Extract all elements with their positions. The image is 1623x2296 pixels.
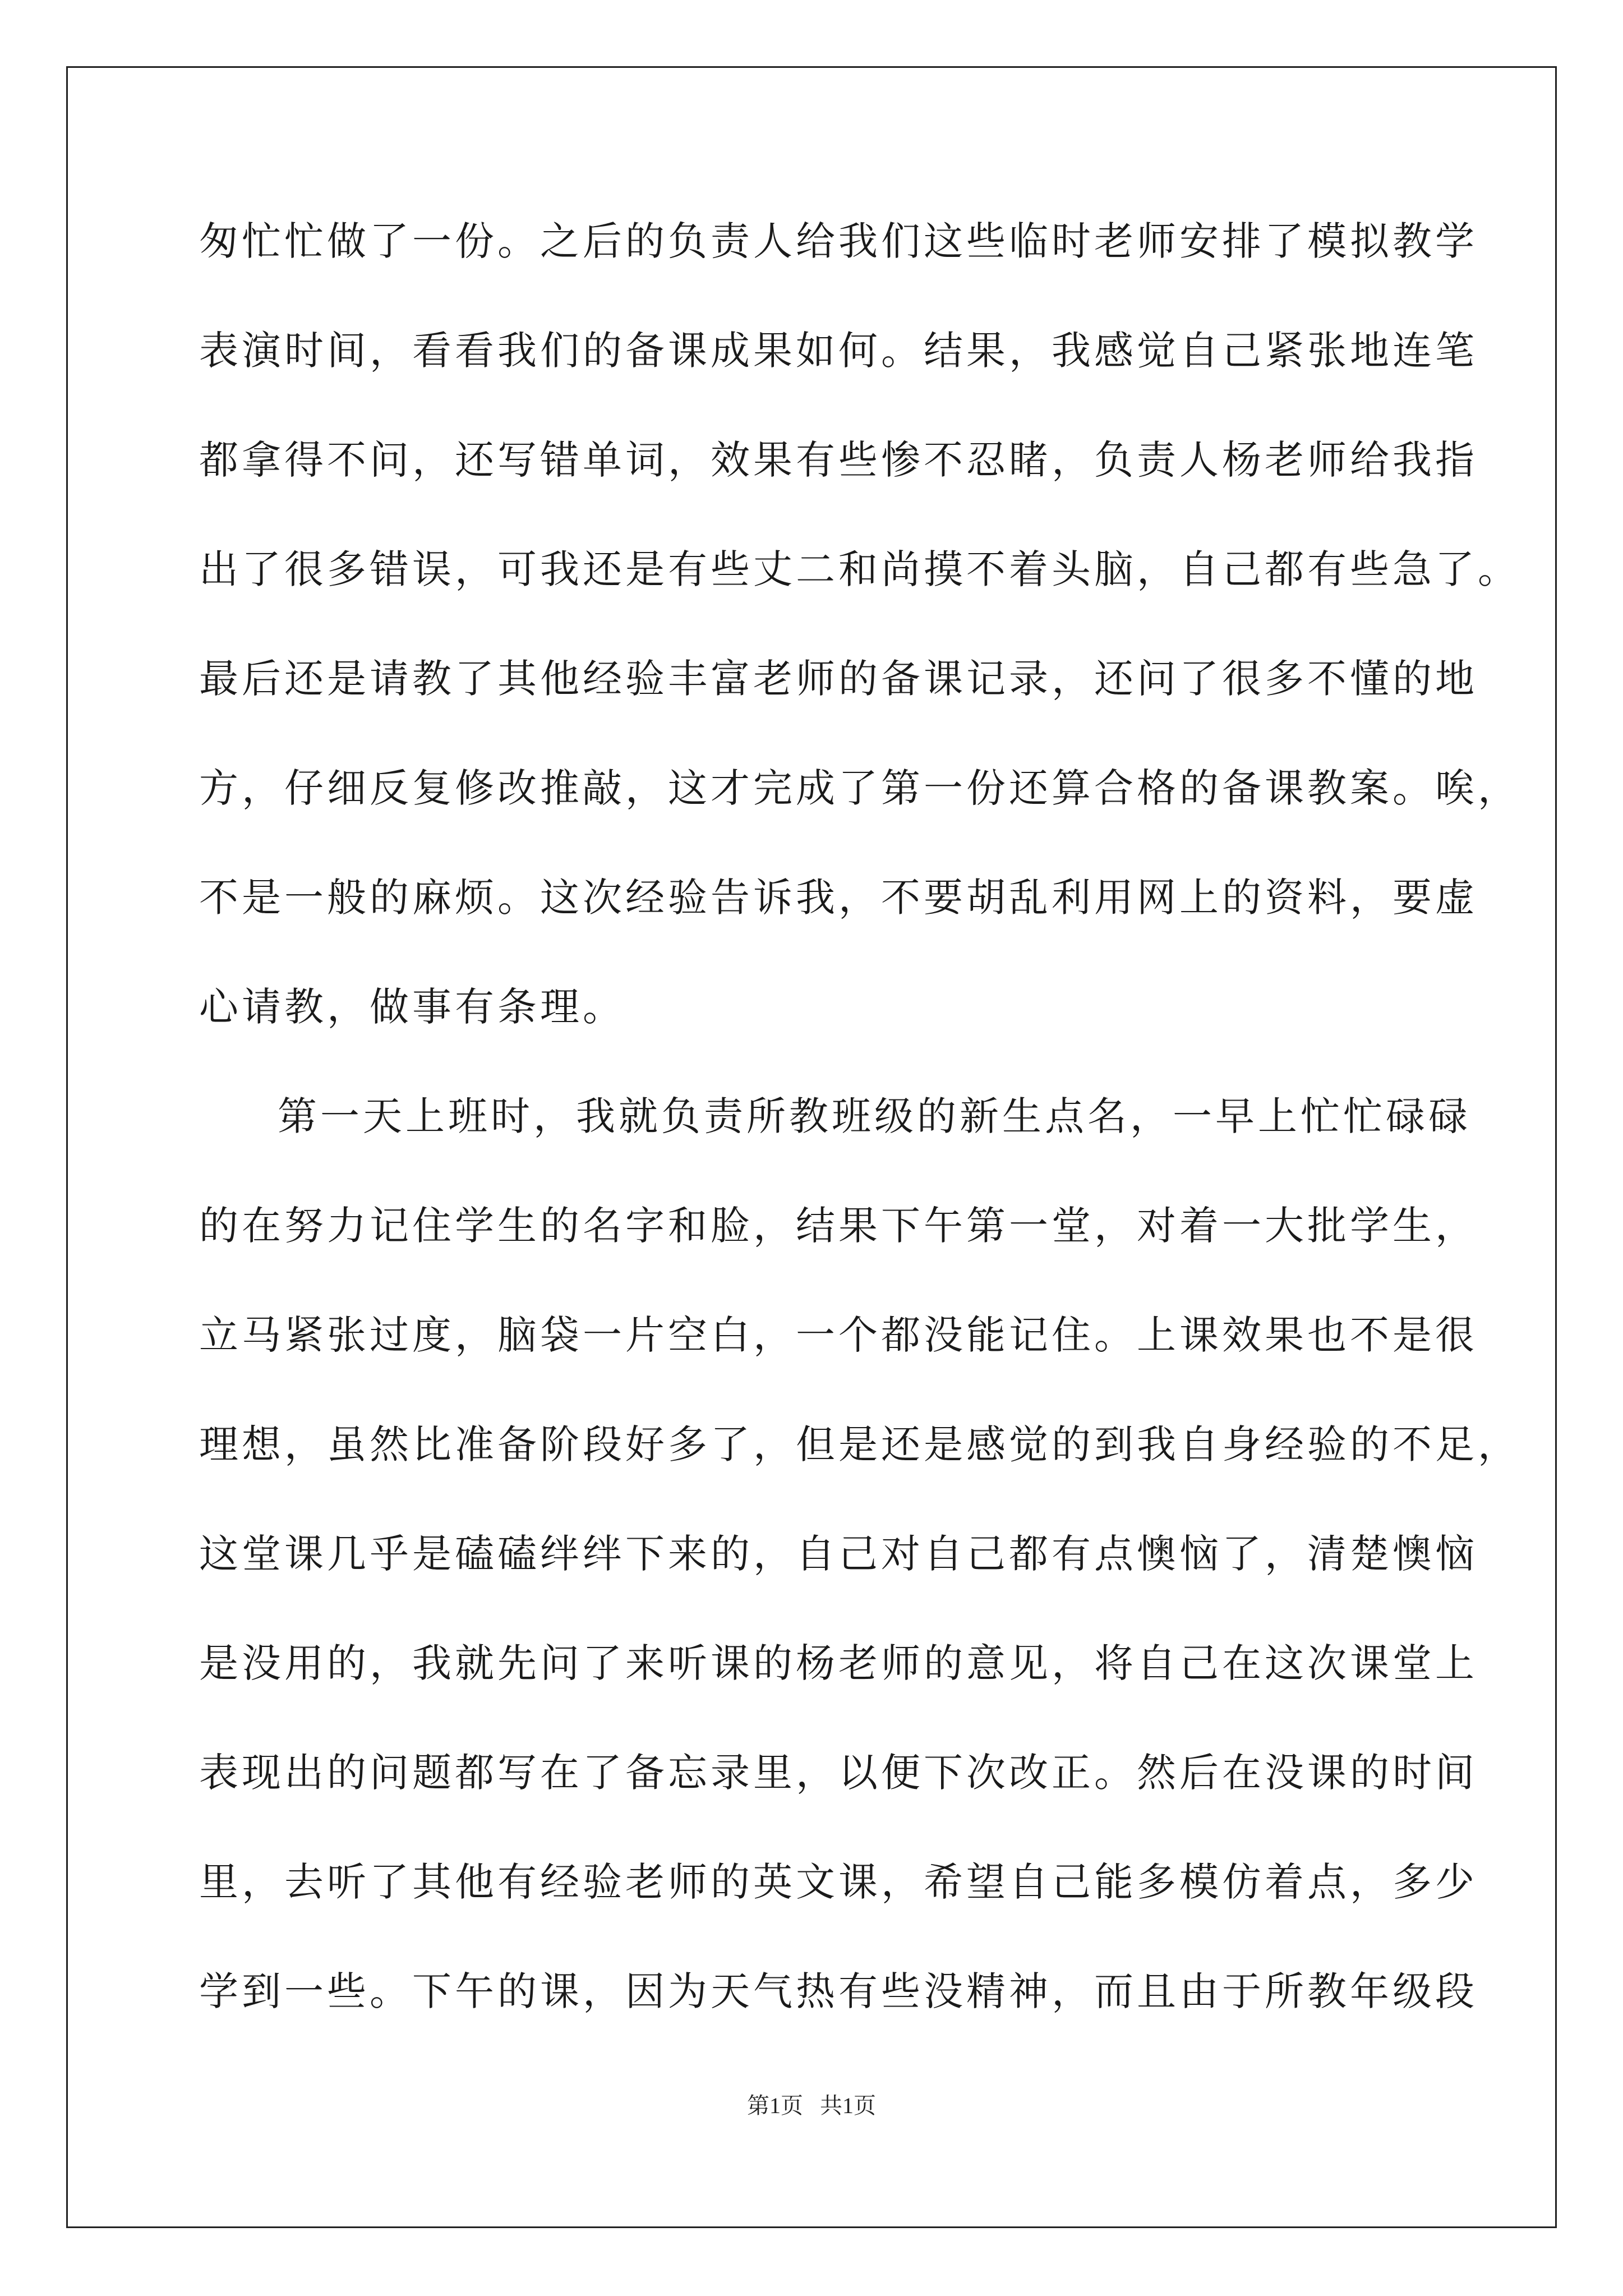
text-line: 理想，虽然比准备阶段好多了，但是还是感觉的到我自身经验的不足，: [199, 1421, 1520, 1467]
text-line: 表现出的问题都写在了备忘录里，以便下次改正。然后在没课的时间: [199, 1750, 1478, 1796]
paragraph-1: [199, 213, 1520, 1088]
paragraph-2: [199, 1088, 1520, 2073]
text-line: 这堂课几乎是磕磕绊绊下来的，自己对自己都有点懊恼了，清楚懊恼: [199, 1531, 1478, 1577]
text-line: 匆忙忙做了一份。之后的负责人给我们这些临时老师安排了模拟教学: [199, 218, 1478, 264]
text-line: 的在努力记住学生的名字和脸，结果下午第一堂，对着一大批学生，: [199, 1203, 1478, 1249]
text-line: 心请教，做事有条理。: [199, 984, 625, 1030]
text-line: 最后还是请教了其他经验丰富老师的备课记录，还问了很多不懂的地: [199, 656, 1478, 702]
text-line: 里，去听了其他有经验老师的英文课，希望自己能多模仿着点，多少: [199, 1859, 1478, 1905]
page-number-current: 第1页: [747, 2093, 803, 2118]
text-line: 是没用的，我就先问了来听课的杨老师的意见，将自己在这次课堂上: [199, 1640, 1478, 1686]
text-line: 表演时间，看看我们的备课成果如何。结果，我感觉自己紧张地连笔: [199, 328, 1478, 374]
page-footer: [0, 2088, 1623, 2120]
document-body: [199, 213, 1520, 2073]
page-number-total: 共1页: [820, 2093, 876, 2118]
text-line: 方，仔细反复修改推敲，这才完成了第一份还算合格的备课教案。唉，: [199, 765, 1520, 811]
text-line: 出了很多错误，可我还是有些丈二和尚摸不着头脑，自己都有些急了。: [199, 546, 1520, 592]
text-line: 立马紧张过度，脑袋一片空白，一个都没能记住。上课效果也不是很: [199, 1312, 1478, 1358]
text-line: 学到一些。下午的课，因为天气热有些没精神，而且由于所教年级段: [199, 1968, 1478, 2014]
text-line: 都拿得不问，还写错单词，效果有些惨不忍睹，负责人杨老师给我指: [199, 437, 1478, 483]
text-line: 第一天上班时，我就负责所教班级的新生点名，一早上忙忙碌碌: [278, 1093, 1471, 1139]
text-line: 不是一般的麻烦。这次经验告诉我，不要胡乱利用网上的资料，要虚: [199, 875, 1478, 921]
